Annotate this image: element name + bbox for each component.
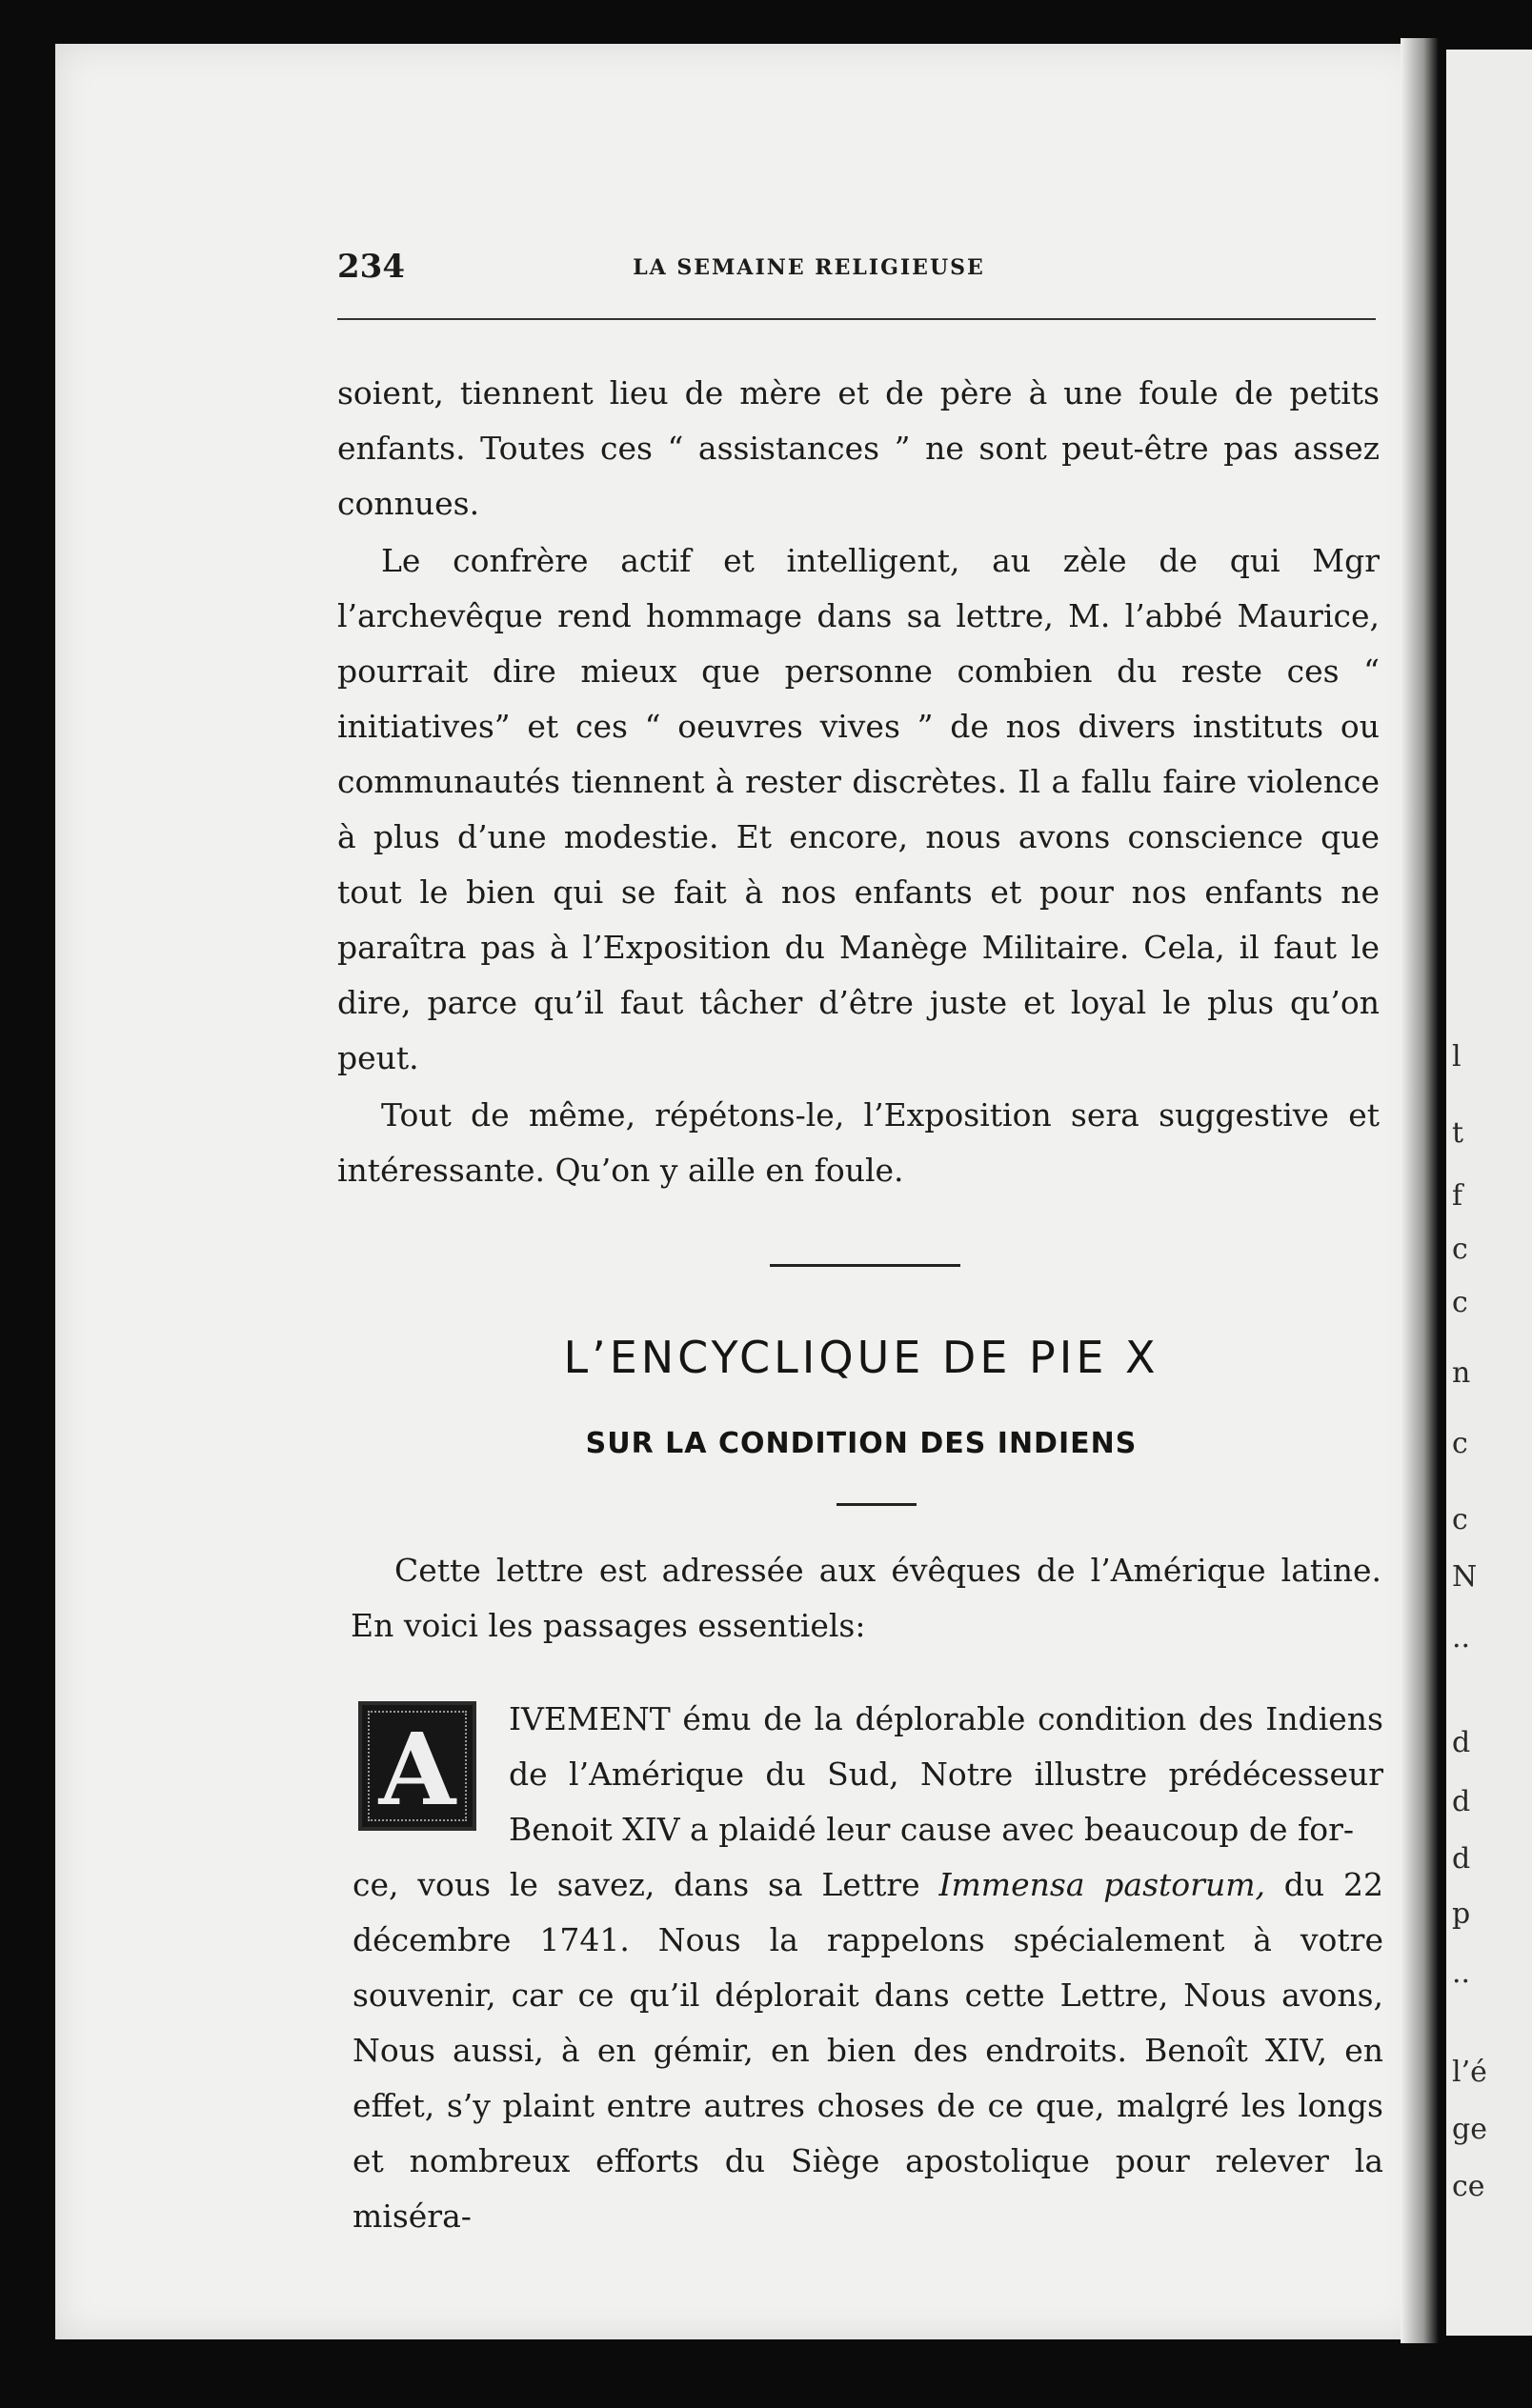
encyclical-body xyxy=(353,1857,1383,2244)
facing-fragment: d xyxy=(1452,1726,1471,1759)
intro-paragraph: Cette lettre est adressée aux évêques de l’Amérique latine. En voici les passages essentiels: xyxy=(351,1552,1381,1644)
drop-cap-letter: A xyxy=(378,1711,456,1828)
facing-fragment: .. xyxy=(1452,1956,1471,1990)
body-text-after: du 22 décembre 1741. Nous la rappelons spécialement à votre souvenir, car ce qu’il déplorait dans cette Lettre, Nous avons, Nous aussi, à en gémir, en bien des endroits. Benoît XIV, en effet, s’y plaint entre autres choses de ce que, malgré les longs et nombreux efforts du Siège apostolique pour relever la miséra- xyxy=(353,1866,1383,2235)
letter-title-italic: Immensa pastorum, xyxy=(938,1866,1265,1903)
article-title: L’ENCYCLIQUE DE PIE X xyxy=(563,1332,1159,1383)
book-gutter xyxy=(1401,38,1439,2343)
section-separator xyxy=(770,1264,960,1267)
paragraph-closing: Tout de même, répétons-le, l’Exposition sera suggestive et intéressante. Qu’on y aille en foule. xyxy=(337,1096,1380,1189)
facing-fragment: d xyxy=(1452,1842,1471,1876)
paragraph-continuation: soient, tiennent lieu de mère et de père à une foule de petits enfants. Toutes ces “ assistances ” ne sont peut-être pas assez connues. xyxy=(337,374,1380,522)
journal-title: LA SEMAINE RELIGIEUSE xyxy=(633,255,985,280)
facing-fragment: c xyxy=(1452,1233,1468,1266)
header-rule xyxy=(337,318,1376,320)
ornamental-drop-cap xyxy=(358,1701,476,1831)
facing-fragment: c xyxy=(1452,1286,1468,1319)
facing-fragment: l’é xyxy=(1452,2056,1487,2089)
book-page xyxy=(55,44,1420,2339)
facing-fragment: n xyxy=(1452,1356,1471,1390)
facing-fragment: l xyxy=(1452,1040,1461,1074)
title-underline xyxy=(837,1503,917,1506)
facing-fragment: d xyxy=(1452,1785,1471,1818)
facing-fragment: t xyxy=(1452,1116,1464,1150)
facing-fragment: p xyxy=(1452,1897,1471,1931)
running-head xyxy=(337,206,1385,286)
facing-fragment: ce xyxy=(1452,2170,1485,2203)
article-subtitle: SUR LA CONDITION DES INDIENS xyxy=(585,1427,1138,1460)
page-number: 234 xyxy=(337,248,405,286)
facing-fragment: ge xyxy=(1452,2113,1487,2146)
drop-cap-text: IVEMENT ému de la déplorable condition des Indiens de l’Amérique du Sud, Notre illustre prédécesseur Benoit XIV a plaidé leur cause avec beaucoup de for- xyxy=(509,1700,1383,1848)
facing-fragment: .. xyxy=(1452,1621,1471,1655)
facing-fragment: N xyxy=(1452,1560,1478,1594)
facing-page-edge xyxy=(1446,50,1532,2336)
facing-fragment: c xyxy=(1452,1503,1468,1536)
facing-fragment: c xyxy=(1452,1427,1468,1460)
facing-fragment: f xyxy=(1452,1179,1463,1213)
paragraph-confrere: Le confrère actif et intelligent, au zèle de qui Mgr l’archevêque rend hommage dans sa lettre, M. l’abbé Maurice, pourrait dire mieux que personne combien du reste ces “ initiatives” et ces “ oeuvres vives ” de nos divers instituts ou communautés tiennent à rester discrètes. Il a fallu faire violence à plus d’une modestie. Et encore, nous avons conscience que tout le bien qui se fait à nos enfants et pour nos enfants ne paraîtra pas à l’Exposition du Manège Militaire. Cela, il faut le dire, parce qu’il faut tâcher d’être juste et loyal le plus qu’on peut. xyxy=(337,542,1380,1076)
body-text-before: ce, vous le savez, dans sa Lettre xyxy=(353,1866,939,1903)
